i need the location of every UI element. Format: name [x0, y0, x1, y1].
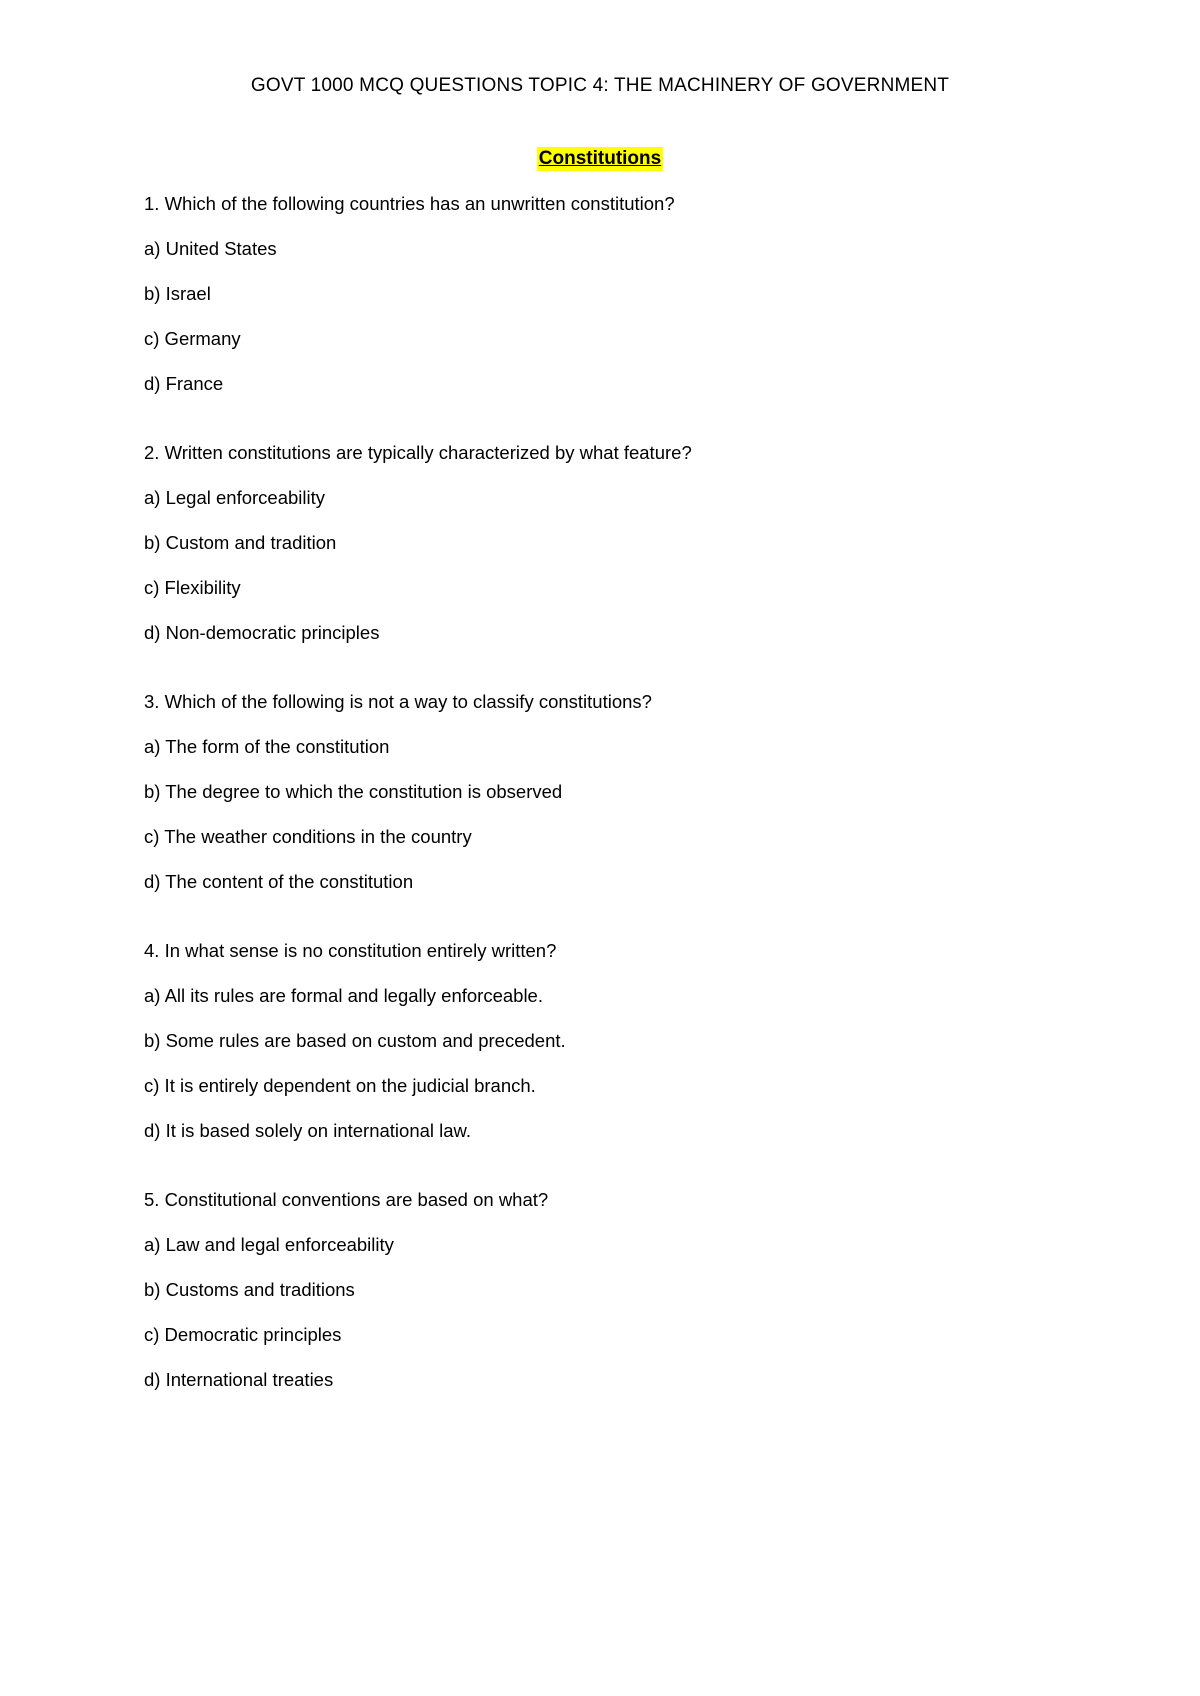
answer-option-d: d) International treaties: [144, 1369, 334, 1390]
question-4: [144, 939, 1144, 1143]
section-heading: Constitutions: [538, 148, 662, 169]
document-title: GOVT 1000 MCQ QUESTIONS TOPIC 4: THE MACHINERY OF GOVERNMENT: [250, 75, 950, 96]
answer-option-c: c) Flexibility: [144, 577, 241, 598]
question-5: [144, 1188, 1144, 1392]
answer-option-d: d) Non-democratic principles: [144, 622, 380, 643]
answer-option-c: c) It is entirely dependent on the judicial branch.: [144, 1075, 536, 1096]
question-text: 3. Which of the following is not a way to classify constitutions?: [144, 691, 652, 712]
answer-option-b: b) Some rules are based on custom and precedent.: [144, 1030, 566, 1051]
answer-option-c: c) Germany: [144, 328, 241, 349]
question-text: 2. Written constitutions are typically characterized by what feature?: [144, 442, 692, 463]
answer-option-a: a) United States: [144, 238, 277, 259]
answer-option-a: a) Legal enforceability: [144, 487, 325, 508]
question-2: [144, 441, 1144, 645]
question-text: 4. In what sense is no constitution entirely written?: [144, 940, 557, 961]
answer-option-a: a) The form of the constitution: [144, 736, 390, 757]
answer-option-b: b) Customs and traditions: [144, 1279, 355, 1300]
answer-option-c: c) Democratic principles: [144, 1324, 342, 1345]
answer-option-c: c) The weather conditions in the country: [144, 826, 472, 847]
section-heading-container: [0, 147, 1200, 171]
question-list: [144, 192, 1144, 1437]
question-text: 1. Which of the following countries has an unwritten constitution?: [144, 193, 675, 214]
answer-option-d: d) It is based solely on international law.: [144, 1120, 472, 1141]
answer-option-b: b) Israel: [144, 283, 211, 304]
answer-option-d: d) France: [144, 373, 224, 394]
answer-option-b: b) The degree to which the constitution is observed: [144, 781, 563, 802]
question-3: [144, 690, 1144, 894]
answer-option-b: b) Custom and tradition: [144, 532, 337, 553]
answer-option-d: d) The content of the constitution: [144, 871, 414, 892]
answer-option-a: a) Law and legal enforceability: [144, 1234, 394, 1255]
answer-option-a: a) All its rules are formal and legally enforceable.: [144, 985, 543, 1006]
question-text: 5. Constitutional conventions are based on what?: [144, 1189, 549, 1210]
question-1: [144, 192, 1144, 396]
